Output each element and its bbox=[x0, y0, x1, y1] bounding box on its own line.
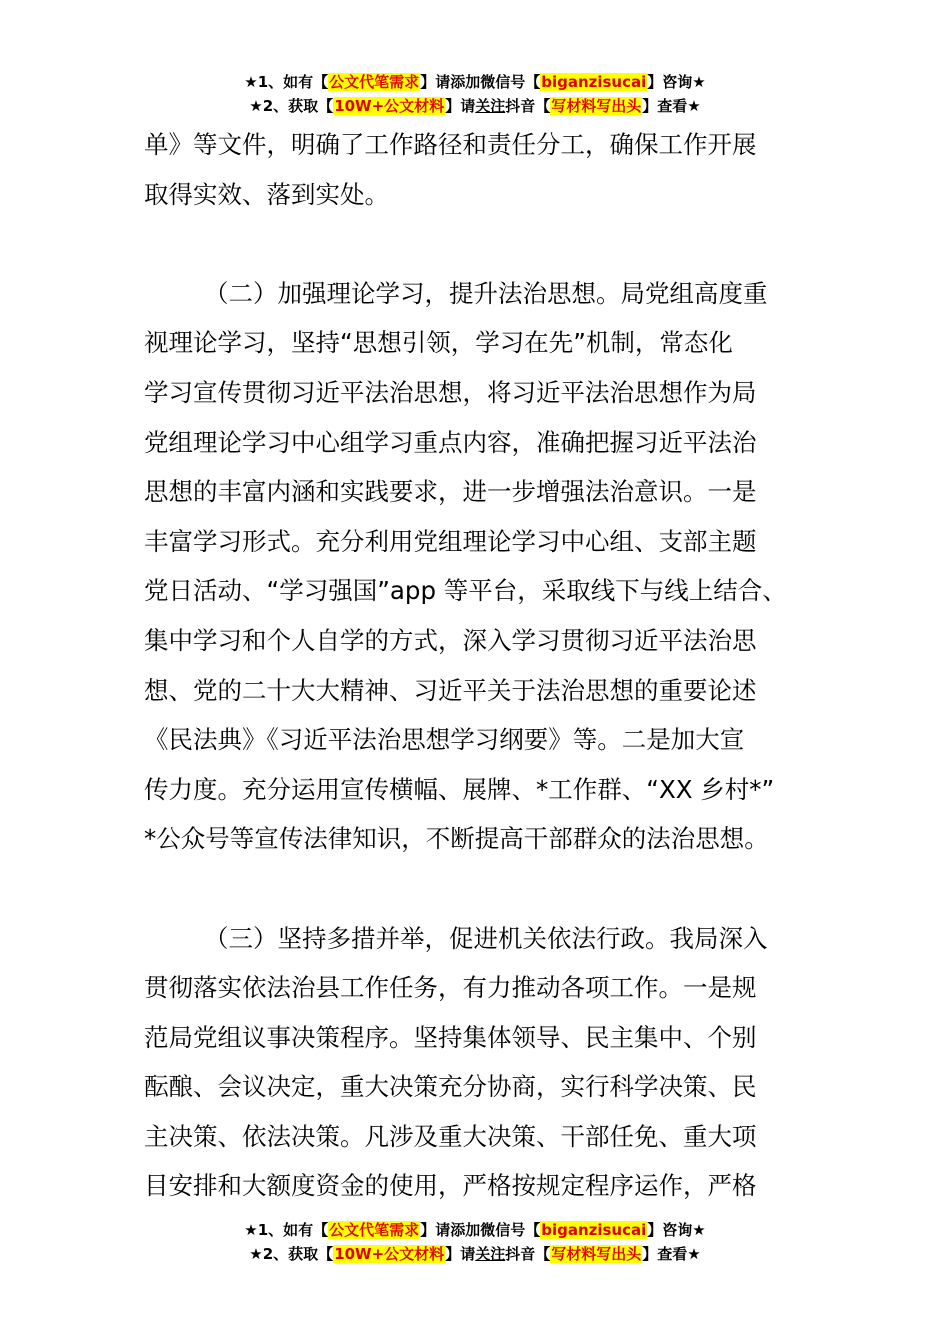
text-line: 目安排和大额度资金的使用，严格按规定程序运作，严格 bbox=[144, 1171, 757, 1201]
text-line: 思想的丰富内涵和实践要求，进一步增强法治意识。一是 bbox=[144, 477, 757, 507]
banner-highlight: 写材料写出头 bbox=[551, 97, 642, 115]
banner-highlight: 公文代笔需求 bbox=[329, 1221, 420, 1239]
banner-underlined-text: 关注 bbox=[475, 97, 506, 115]
banner-highlight: 10W+公文材料 bbox=[334, 1245, 445, 1263]
paragraph-section-3 bbox=[144, 914, 812, 1212]
text-line: 传力度。充分运用宣传横幅、展牌、*工作群、“XX 乡村*” bbox=[144, 774, 775, 804]
banner-text: ★1、如有【 bbox=[244, 73, 329, 91]
header-banner bbox=[0, 70, 950, 118]
banner-text: 抖音【 bbox=[505, 97, 551, 115]
banner-text: 】咨询★ bbox=[647, 73, 706, 91]
text-line: 单》等文件，明确了工作路径和责任分工，确保工作开展 bbox=[144, 130, 757, 159]
text-line: 视理论学习，坚持“思想引领，学习在先”机制，常态化 bbox=[144, 328, 733, 358]
paragraph-gap bbox=[144, 864, 812, 914]
text-line: 学习宣传贯彻习近平法治思想，将习近平法治思想作为局 bbox=[144, 377, 757, 407]
text-line: 主决策、依法决策。凡涉及重大决策、干部任免、重大项 bbox=[144, 1121, 757, 1151]
banner-text: 】咨询★ bbox=[647, 1221, 706, 1239]
text-line: *公众号等宣传法律知识，不断提高干部群众的法治思想。 bbox=[144, 824, 769, 854]
text-line: 集中学习和个人自学的方式，深入学习贯彻习近平法治思 bbox=[144, 625, 757, 655]
banner-text: 】请添加微信号【 bbox=[420, 73, 541, 91]
text-line: （三）坚持多措并举，促进机关依法行政。我局深入 bbox=[204, 923, 768, 953]
banner-text: ★1、如有【 bbox=[244, 1221, 329, 1239]
footer-banner bbox=[0, 1218, 950, 1266]
text-line: 贯彻落实依法治县工作任务，有力推动各项工作。一是规 bbox=[144, 973, 757, 1003]
text-line: 想、党的二十大大精神、习近平关于法治思想的重要论述 bbox=[144, 675, 757, 705]
text-line: 酝酿、会议决定，重大决策充分协商，实行科学决策、民 bbox=[144, 1072, 757, 1102]
header-banner-line-1 bbox=[0, 70, 950, 94]
footer-banner-line-1 bbox=[0, 1218, 950, 1242]
text-line: 党日活动、“学习强国”app 等平台，采取线下与线上结合、 bbox=[144, 576, 787, 606]
banner-text: 】请 bbox=[445, 97, 476, 115]
footer-banner-line-2 bbox=[0, 1242, 950, 1266]
banner-text: 】查看★ bbox=[642, 97, 701, 115]
banner-highlight: biganzisucai bbox=[541, 73, 647, 91]
text-line: （二）加强理论学习，提升法治思想。局党组高度重 bbox=[204, 278, 768, 308]
banner-underlined-text: 关注 bbox=[475, 1245, 506, 1263]
banner-text: 抖音【 bbox=[505, 1245, 551, 1263]
banner-highlight: 写材料写出头 bbox=[551, 1245, 642, 1263]
text-line: 取得实效、落到实处。 bbox=[144, 179, 389, 209]
text-line: 《民法典》《习近平法治思想学习纲要》等。二是加大宣 bbox=[144, 725, 745, 755]
paragraph-gap bbox=[144, 219, 812, 269]
banner-highlight: biganzisucai bbox=[541, 1221, 647, 1239]
text-line: 范局党组议事决策程序。坚持集体领导、民主集中、个别 bbox=[144, 1022, 757, 1052]
document-body bbox=[144, 120, 812, 1211]
banner-highlight: 10W+公文材料 bbox=[334, 97, 445, 115]
text-line: 丰富学习形式。充分利用党组理论学习中心组、支部主题 bbox=[144, 526, 757, 556]
banner-text: 】请添加微信号【 bbox=[420, 1221, 541, 1239]
banner-text: 】查看★ bbox=[642, 1245, 701, 1263]
banner-text: 】请 bbox=[445, 1245, 476, 1263]
paragraph-continuation bbox=[144, 120, 812, 219]
text-line: 党组理论学习中心组学习重点内容，准确把握习近平法治 bbox=[144, 427, 757, 457]
paragraph-section-2 bbox=[144, 269, 812, 864]
header-banner-line-2 bbox=[0, 94, 950, 118]
banner-text: ★2、获取【 bbox=[249, 97, 334, 115]
banner-text: ★2、获取【 bbox=[249, 1245, 334, 1263]
banner-highlight: 公文代笔需求 bbox=[329, 73, 420, 91]
